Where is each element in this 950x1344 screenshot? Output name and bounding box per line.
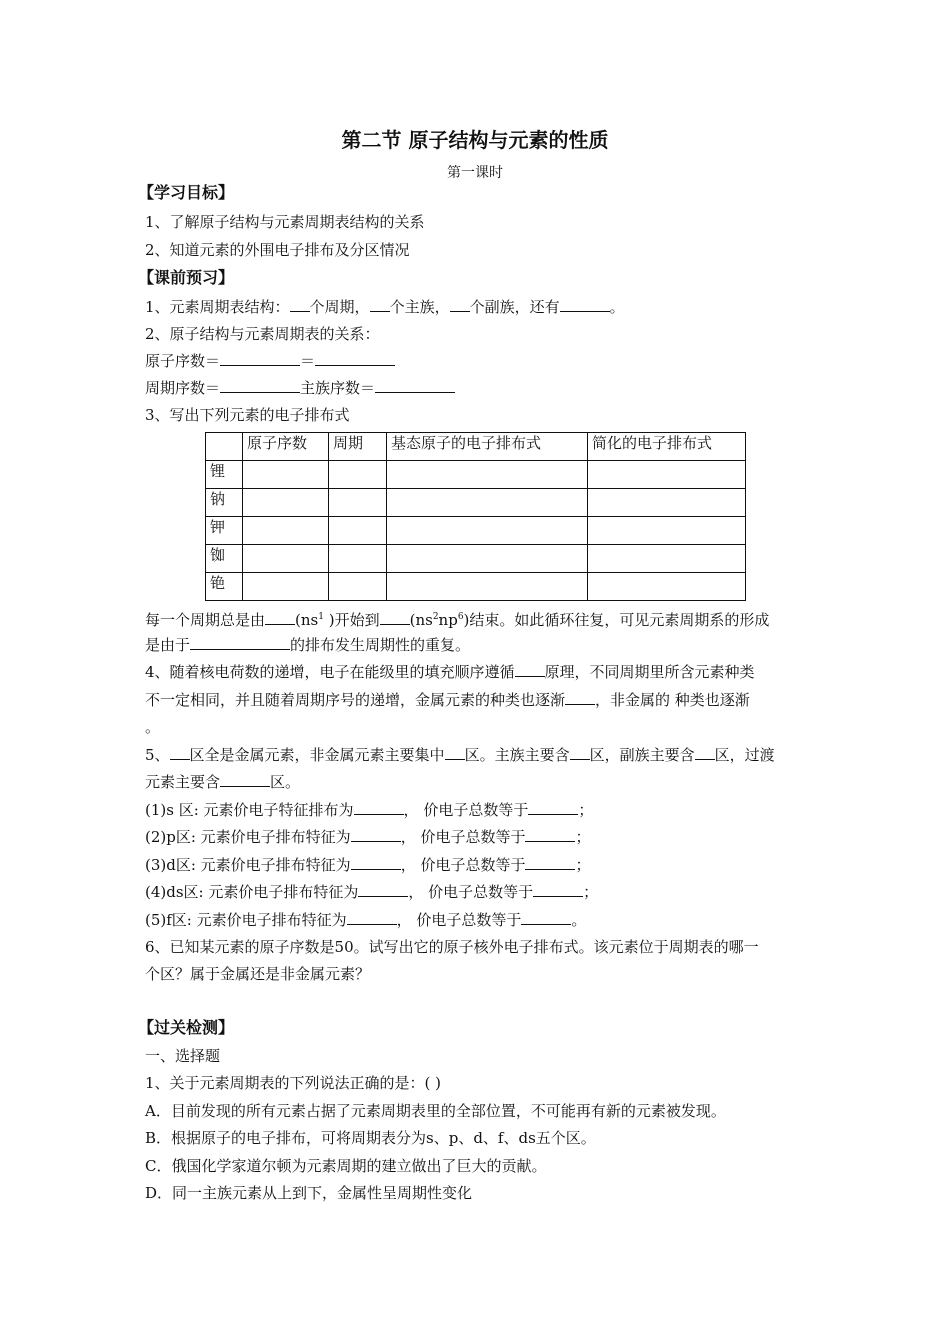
preview-q5-line2: 元素主要含 区。 — [145, 773, 301, 791]
answer-blank[interactable] — [220, 772, 270, 787]
answer-blank[interactable] — [290, 297, 310, 312]
answer-blank[interactable] — [570, 745, 590, 760]
element-name: 锂 — [206, 461, 243, 489]
preview-q4-line2: 不一定相同，并且随着周期序号的递增，金属元素的种类也逐渐 ，非金属的 种类也逐渐 — [145, 691, 750, 709]
answer-blank[interactable] — [528, 800, 578, 815]
check-question-1: 1、关于元素周期表的下列说法正确的是：( ) — [145, 1074, 442, 1092]
table-row — [206, 461, 746, 489]
answer-blank[interactable] — [190, 635, 290, 650]
preview-q2-line1: 原子序数＝ ＝ — [145, 351, 815, 371]
answer-blank[interactable] — [515, 662, 545, 677]
block-line: (1)s 区: 元素价电子特征排布为 ， 价电子总数等于 ； — [145, 801, 594, 819]
table-row — [206, 489, 746, 517]
table-header: 简化的电子排布式 — [588, 433, 746, 461]
block-line: (5)f区: 元素价电子排布特征为 ， 价电子总数等于 。 — [145, 911, 587, 929]
table-cell[interactable] — [387, 461, 588, 489]
answer-blank[interactable] — [525, 855, 575, 870]
table-cell[interactable] — [588, 461, 746, 489]
block-line: (2)p区: 元素价电子排布特征为 ， 价电子总数等于 ； — [145, 828, 591, 846]
answer-blank[interactable] — [525, 827, 575, 842]
preview-q6-line1: 6、已知某元素的原子序数是50。试写出它的原子核外电子排布式。该元素位于周期表的哪一 — [145, 938, 759, 956]
table-header — [206, 433, 243, 461]
table-cell[interactable] — [329, 573, 387, 601]
answer-blank[interactable] — [560, 297, 610, 312]
preview-q1: 1、元素周期表结构： 个周期， 个主族， 个副族，还有 。 — [145, 298, 625, 316]
answer-blank[interactable] — [533, 882, 583, 897]
preview-q6-line2: 个区？属于金属还是非金属元素？ — [145, 965, 371, 983]
table-cell[interactable] — [243, 545, 329, 573]
option-d: D．同一主族元素从上到下，金属性呈周期性变化 — [145, 1184, 473, 1202]
table-cell[interactable] — [243, 573, 329, 601]
option-a: A．目前发现的所有元素占据了元素周期表里的全部位置，不可能再有新的元素被发现。 — [145, 1102, 726, 1120]
answer-blank[interactable] — [370, 297, 390, 312]
preview-q2-line2: 周期序数＝ 主族序数＝ — [145, 378, 815, 398]
table-cell[interactable] — [329, 517, 387, 545]
answer-blank[interactable] — [565, 690, 595, 705]
element-name: 钾 — [206, 517, 243, 545]
goal-item: 2、知道元素的外围电子排布及分区情况 — [145, 241, 410, 259]
table-cell[interactable] — [329, 461, 387, 489]
answer-blank[interactable] — [351, 855, 401, 870]
option-c: C．俄国化学家道尔顿为元素周期的建立做出了巨大的贡献。 — [145, 1157, 547, 1175]
table-cell[interactable] — [387, 545, 588, 573]
answer-blank[interactable] — [695, 745, 715, 760]
answer-blank[interactable] — [351, 827, 401, 842]
table-cell[interactable] — [588, 573, 746, 601]
block-line: (3)d区: 元素价电子排布特征为 ， 价电子总数等于 ； — [145, 856, 591, 874]
answer-blank[interactable] — [315, 351, 395, 366]
answer-blank[interactable] — [265, 610, 295, 625]
option-b: B．根据原子的电子排布，可将周期表分为s、p、d、f、ds五个区。 — [145, 1129, 596, 1147]
element-name: 铯 — [206, 573, 243, 601]
check-heading: 【过关检测】 — [138, 1018, 235, 1037]
answer-blank[interactable] — [170, 745, 190, 760]
table-cell[interactable] — [243, 489, 329, 517]
table-header-row — [206, 433, 746, 461]
preview-q4-line1: 4、随着核电荷数的递增，电子在能级里的填充顺序遵循 原理，不同周期里所含元素种类 — [145, 663, 755, 681]
preview-q3: 3、写出下列元素的电子排布式 — [145, 406, 350, 424]
electron-config-table — [205, 432, 746, 601]
page-subtitle: 第一课时 — [447, 165, 503, 181]
table-cell[interactable] — [329, 489, 387, 517]
goal-item: 1、了解原子结构与元素周期表结构的关系 — [145, 213, 425, 231]
answer-blank[interactable] — [358, 882, 408, 897]
period-paragraph-line1: 每一个周期总是由 ($ns^1$ )开始到 $(ns^2np^6)$结束。如此循环往复，可见元素周期系的形成 — [145, 611, 770, 629]
preview-q5-line1: 5、 区全是金属元素，非金属元素主要集中 区。主族主要含 区，副族主要含 区，过渡 — [145, 746, 775, 764]
answer-blank[interactable] — [220, 351, 300, 366]
table-header: 基态原子的电子排布式 — [387, 433, 588, 461]
table-header: 周期 — [329, 433, 387, 461]
table-cell[interactable] — [243, 461, 329, 489]
table-header: 原子序数 — [243, 433, 329, 461]
table-cell[interactable] — [387, 517, 588, 545]
table-cell[interactable] — [588, 545, 746, 573]
element-name: 钠 — [206, 489, 243, 517]
table-row — [206, 573, 746, 601]
preview-q2: 2、原子结构与元素周期表的关系： — [145, 325, 380, 343]
check-section: 一、选择题 — [145, 1047, 221, 1065]
table-cell[interactable] — [387, 573, 588, 601]
table-cell[interactable] — [387, 489, 588, 517]
answer-blank[interactable] — [354, 800, 404, 815]
table-cell[interactable] — [588, 489, 746, 517]
answer-blank[interactable] — [347, 910, 397, 925]
answer-blank[interactable] — [445, 745, 465, 760]
preview-q4-line3: 。 — [145, 718, 161, 736]
period-paragraph-line2: 是由于 的排布发生周期性的重复。 — [145, 636, 471, 654]
page-title: 第二节 原子结构与元素的性质 — [341, 128, 609, 152]
table-cell[interactable] — [329, 545, 387, 573]
table-row — [206, 517, 746, 545]
answer-blank[interactable] — [375, 378, 455, 393]
block-line: (4)ds区: 元素价电子排布特征为 ， 价电子总数等于 ； — [145, 883, 599, 901]
answer-blank[interactable] — [521, 910, 571, 925]
answer-blank[interactable] — [380, 610, 410, 625]
answer-blank[interactable] — [220, 378, 300, 393]
preview-heading: 【课前预习】 — [138, 268, 235, 287]
table-row — [206, 545, 746, 573]
table-cell[interactable] — [243, 517, 329, 545]
goals-heading: 【学习目标】 — [138, 183, 235, 202]
element-name: 铷 — [206, 545, 243, 573]
answer-blank[interactable] — [450, 297, 470, 312]
table-cell[interactable] — [588, 517, 746, 545]
